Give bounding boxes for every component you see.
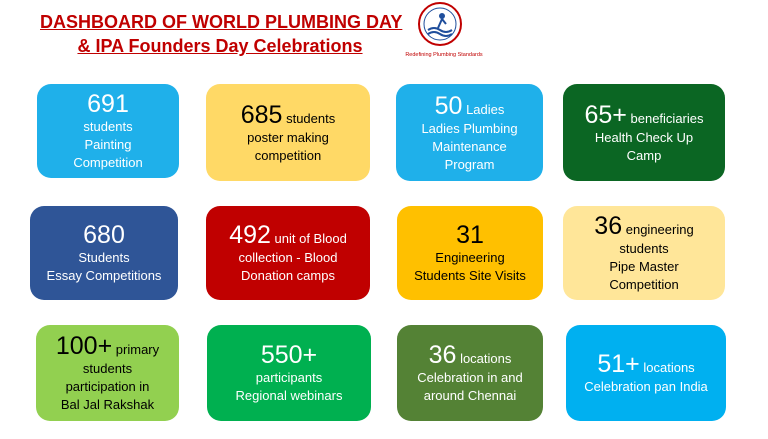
stat-line: students bbox=[619, 241, 669, 256]
stat-inline-label: engineering bbox=[625, 222, 694, 237]
stat-line: competition bbox=[254, 147, 322, 163]
stat-line: poster making bbox=[247, 129, 329, 145]
stat-line: Donation camps bbox=[241, 268, 335, 283]
title-line-1: DASHBOARD OF WORLD PLUMBING DAY bbox=[40, 12, 403, 32]
stat-number: 50 bbox=[434, 91, 463, 120]
stat-number: 691 bbox=[87, 90, 129, 118]
stat-line: Bal Jal Rakshak bbox=[60, 397, 155, 412]
stat-number: 31 bbox=[456, 221, 484, 249]
stat-line: participation in bbox=[65, 379, 150, 394]
stat-line: Engineering bbox=[435, 250, 505, 265]
stat-card-pan-india bbox=[566, 325, 726, 421]
stat-inline-label: locations bbox=[460, 351, 512, 366]
logo-tagline: Redefining Plumbing Standards bbox=[405, 52, 483, 58]
stat-card-poster bbox=[206, 84, 370, 181]
stat-number: 36 bbox=[428, 341, 457, 369]
ipa-logo bbox=[404, 2, 484, 64]
stat-card-ladies bbox=[396, 84, 543, 181]
stat-card-health bbox=[563, 84, 725, 181]
stat-line: participants bbox=[255, 370, 323, 385]
stat-number: 36 bbox=[594, 212, 623, 240]
stat-inline-label: primary bbox=[115, 342, 160, 357]
stat-inline-label: students bbox=[286, 110, 336, 126]
stat-line: Regional webinars bbox=[235, 388, 343, 403]
stat-line: Students Site Visits bbox=[414, 268, 526, 283]
stat-line: around Chennai bbox=[423, 388, 517, 403]
stat-line: Health Check Up bbox=[594, 129, 694, 145]
logo-emblem-icon bbox=[418, 2, 462, 46]
stat-card-site-visits bbox=[397, 206, 543, 300]
stat-number: 680 bbox=[83, 221, 125, 249]
stat-card-webinars bbox=[207, 325, 371, 421]
stat-line: Celebration in and bbox=[417, 370, 523, 385]
stat-line: collection - Blood bbox=[238, 250, 338, 265]
stat-inline-label: beneficiaries bbox=[630, 110, 704, 126]
stat-line: Ladies Plumbing bbox=[421, 120, 518, 136]
stat-number: 550+ bbox=[260, 341, 318, 369]
stat-line: Essay Competitions bbox=[46, 268, 162, 283]
stat-card-painting bbox=[37, 84, 179, 178]
stat-line: students bbox=[82, 361, 133, 376]
stat-line: Maintenance bbox=[432, 138, 507, 154]
dashboard-title bbox=[40, 10, 403, 58]
stat-number: 51+ bbox=[597, 350, 640, 378]
stat-inline-label: unit of Blood bbox=[274, 231, 347, 246]
stat-number: 65+ bbox=[584, 100, 627, 129]
stat-card-essay bbox=[30, 206, 178, 300]
stat-inline-label: Ladies bbox=[466, 101, 505, 117]
stat-line: Painting bbox=[84, 137, 132, 152]
stat-card-bal-jal-rakshak bbox=[36, 325, 179, 421]
stat-line: Celebration pan India bbox=[584, 379, 708, 394]
stat-line: Students bbox=[78, 250, 130, 265]
title-line-2: & IPA Founders Day Celebrations bbox=[77, 36, 363, 56]
stat-card-pipe-master bbox=[563, 206, 725, 300]
stat-line: Pipe Master bbox=[609, 259, 679, 274]
stat-number: 685 bbox=[240, 100, 283, 129]
stat-line: Camp bbox=[626, 147, 662, 163]
stat-card-chennai bbox=[397, 325, 543, 421]
stat-card-blood bbox=[206, 206, 370, 300]
stat-line: Program bbox=[444, 156, 495, 172]
stat-line: Competition bbox=[609, 277, 679, 292]
stat-line: students bbox=[83, 119, 133, 134]
stat-number: 492 bbox=[229, 221, 271, 249]
stat-number: 100+ bbox=[55, 332, 113, 360]
stat-line: Competition bbox=[73, 155, 143, 170]
stat-inline-label: locations bbox=[643, 360, 695, 375]
